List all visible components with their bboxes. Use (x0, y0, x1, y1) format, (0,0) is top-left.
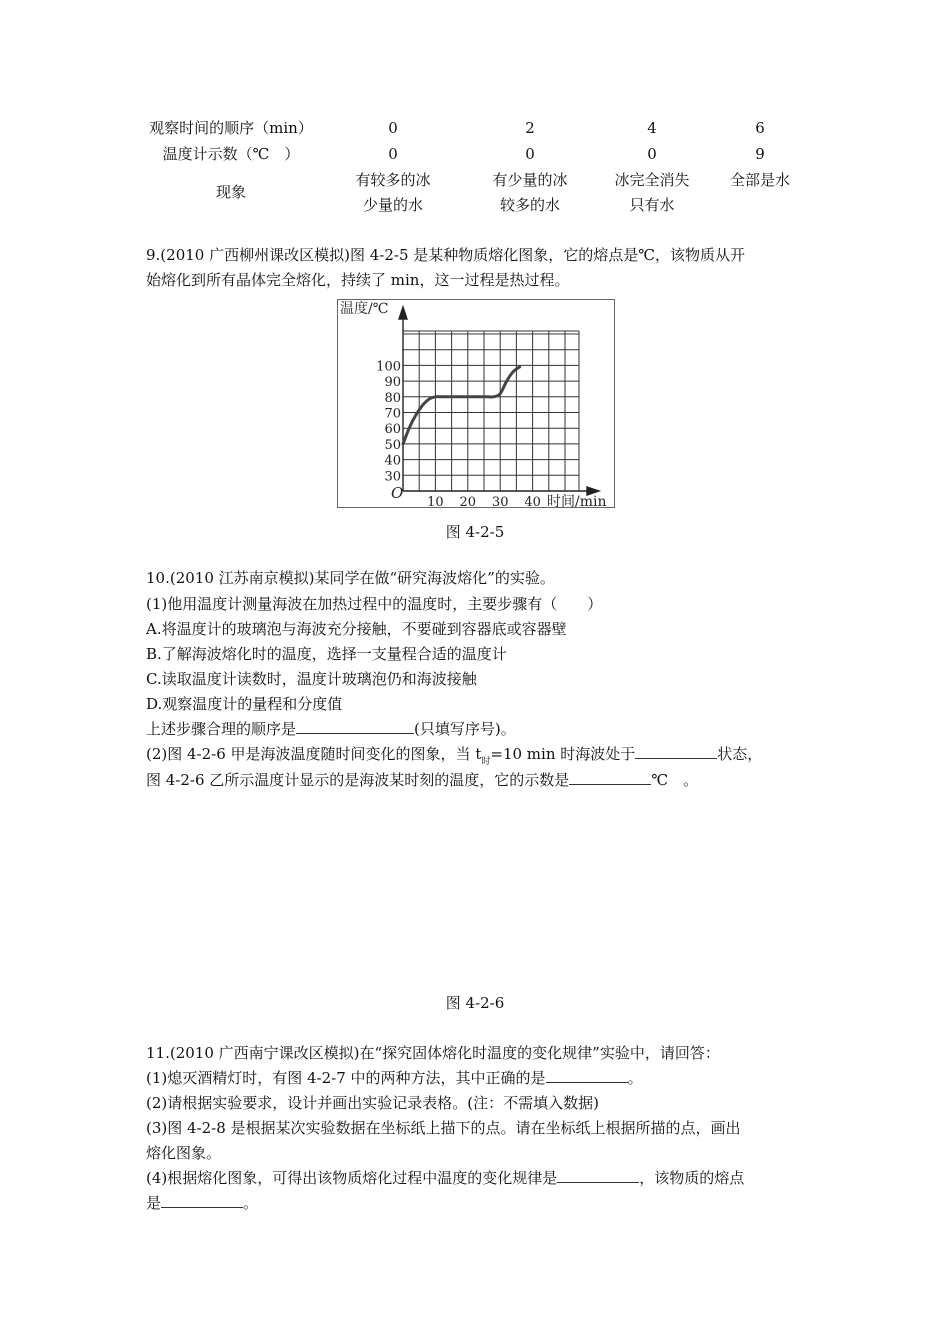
table-row-label-temp: 温度计示数（℃ ） (162, 145, 300, 163)
x-tick-label: 30 (491, 495, 509, 509)
q10-part3-line (146, 768, 698, 792)
q10-part1: (1)他用温度计测量海波在加热过程中的温度时，主要步骤有（ ） (146, 595, 603, 613)
answer-blank[interactable] (161, 1193, 243, 1208)
q10-option-d: D.观察温度计的量程和分度值 (146, 695, 343, 713)
y-tick-label: 60 (384, 422, 401, 438)
table-cell: 0 (388, 119, 398, 137)
y-axis-arrow (399, 307, 407, 319)
x-tick-label: 10 (427, 495, 444, 509)
answer-blank[interactable] (546, 1068, 628, 1083)
y-tick-label: 40 (384, 453, 401, 469)
answer-blank[interactable] (296, 719, 414, 734)
table-cell: 只有水 (629, 196, 675, 214)
q11-part4-text: (4)根据熔化图象，可得出该物质熔化过程中温度的变化规律是 (146, 1169, 558, 1187)
table-cell: 9 (755, 145, 765, 163)
q10-part2-text: =10 min 时海波处于 (490, 745, 636, 763)
q10-part3-text: ℃ 。 (651, 771, 699, 789)
q11-part1-text: (1)熄灭酒精灯时，有图 4-2-7 中的两种方法，其中正确的是 (146, 1069, 546, 1087)
q11-part3-line-1: (3)图 4-2-8 是根据某次实验数据在坐标纸上描下的点。请在坐标纸上根据所描的点，画出 (146, 1119, 741, 1137)
q10-intro: 10.(2010 江苏南京模拟)某同学在做“研究海波熔化”的实验。 (146, 569, 555, 587)
q10-part2-line (146, 742, 762, 769)
table-cell: 有少量的冰 (492, 171, 568, 189)
figure-caption-4-2-5: 图 4-2-5 (445, 523, 505, 541)
table-cell: 冰完全消失 (614, 171, 690, 189)
series-line (403, 367, 520, 444)
table-cell: 有较多的冰 (355, 171, 431, 189)
q10-part2-text: (2)图 4-2-6 甲是海波温度随时间变化的图象，当 t (146, 745, 482, 763)
y-tick-label: 80 (384, 390, 401, 406)
q10-part2-text: 状态， (717, 745, 763, 763)
q11-part1-text: 。 (627, 1069, 643, 1087)
table-cell: 全部是水 (729, 171, 790, 189)
q11-part4-line-2 (146, 1191, 258, 1215)
x-axis-label: 时间/min (547, 494, 607, 509)
y-axis-label: 温度/℃ (340, 301, 389, 317)
q11-part4-text: 。 (243, 1194, 259, 1212)
q10-option-a: A.将温度计的玻璃泡与海波充分接触，不要碰到容器底或容器壁 (146, 620, 567, 638)
melting-chart (337, 299, 615, 509)
table-cell: 4 (647, 119, 657, 137)
x-tick-label: 40 (524, 495, 541, 509)
origin-label: O (391, 484, 404, 502)
table-row-label-phenomenon: 现象 (215, 183, 246, 201)
q11-part4-text: ，该物质的熔点 (639, 1169, 745, 1187)
y-tick-label: 30 (384, 469, 401, 485)
y-tick-label: 50 (384, 437, 401, 453)
q10-part3-text: 图 4-2-6 乙所示温度计显示的是海波某时刻的温度，它的示数是 (146, 771, 570, 789)
table-cell: 较多的水 (499, 196, 560, 214)
table-cell: 6 (755, 119, 765, 137)
q11-part1-line (146, 1066, 643, 1090)
table-row-label-time: 观察时间的顺序（min） (149, 119, 313, 137)
q10-order-text: 上述步骤合理的顺序是 (146, 720, 297, 738)
y-tick-label: 100 (376, 359, 401, 375)
subscript-label: 时 (481, 757, 491, 767)
q10-order-note: (只填写序号)。 (414, 720, 516, 738)
answer-blank[interactable] (569, 770, 651, 785)
table-cell: 少量的水 (362, 196, 423, 214)
q11-part4-line-1 (146, 1166, 744, 1190)
q9-line-2: 始熔化到所有晶体完全熔化，持续了 min，这一过程是热过程。 (146, 271, 570, 289)
x-tick-label: 20 (459, 495, 477, 509)
q9-line-1: 9.(2010 广西柳州课改区模拟)图 4-2-5 是某种物质熔化图象，它的熔点是℃，该物质从开 (146, 246, 746, 264)
answer-blank[interactable] (557, 1168, 639, 1183)
q11-intro: 11.(2010 广西南宁课改区模拟)在“探究固体熔化时温度的变化规律”实验中，请回答： (146, 1044, 720, 1062)
q11-part3-line-2: 熔化图象。 (146, 1144, 222, 1162)
q11-part4-text: 是 (146, 1194, 162, 1212)
y-tick-label: 90 (384, 375, 401, 391)
answer-blank[interactable] (635, 744, 717, 759)
q11-part2: (2)请根据实验要求，设计并画出实验记录表格。(注：不需填入数据) (146, 1094, 599, 1112)
table-cell: 0 (647, 145, 657, 163)
y-tick-label: 70 (384, 406, 401, 422)
table-cell: 0 (388, 145, 398, 163)
table-cell: 2 (525, 119, 535, 137)
table-cell: 0 (525, 145, 535, 163)
q10-option-b: B.了解海波熔化时的温度，选择一支量程合适的温度计 (146, 645, 507, 663)
q10-option-c: C.读取温度计读数时，温度计玻璃泡仍和海波接触 (146, 670, 477, 688)
q10-order-line (146, 717, 516, 741)
figure-caption-4-2-6: 图 4-2-6 (445, 994, 505, 1012)
